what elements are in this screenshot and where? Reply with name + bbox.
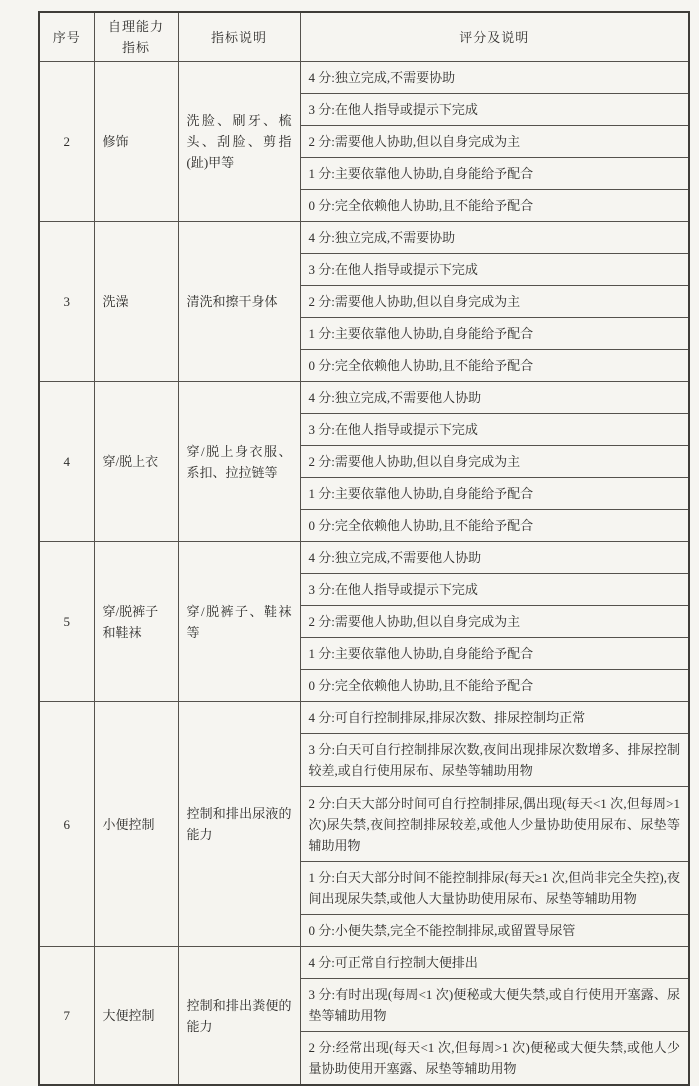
description-cell: 穿/脱裤子、鞋袜等 [178, 542, 300, 702]
score-cell: 1 分:主要依靠他人协助,自身能给予配合 [300, 638, 689, 670]
score-cell: 2 分:经常出现(每天<1 次,但每周>1 次)便秘或大便失禁,或他人少量协助使用开塞露、尿垫等辅助用物 [300, 1032, 689, 1086]
indicator-cell: 穿/脱上衣 [94, 382, 178, 542]
row-id-cell: 4 [39, 382, 94, 542]
indicator-cell: 小便控制 [94, 702, 178, 947]
score-cell: 0 分:完全依赖他人协助,且不能给予配合 [300, 510, 689, 542]
score-cell: 4 分:可正常自行控制大便排出 [300, 947, 689, 979]
score-cell: 0 分:完全依赖他人协助,且不能给予配合 [300, 190, 689, 222]
score-cell: 0 分:完全依赖他人协助,且不能给予配合 [300, 350, 689, 382]
description-cell: 控制和排出粪便的能力 [178, 947, 300, 1086]
table-row [39, 222, 689, 254]
score-cell: 4 分:独立完成,不需要协助 [300, 222, 689, 254]
description-cell: 穿/脱上身衣服、系扣、拉拉链等 [178, 382, 300, 542]
score-cell: 3 分:在他人指导或提示下完成 [300, 94, 689, 126]
score-cell: 3 分:在他人指导或提示下完成 [300, 574, 689, 606]
indicator-cell: 修饰 [94, 62, 178, 222]
score-cell: 2 分:需要他人协助,但以自身完成为主 [300, 286, 689, 318]
row-id-cell: 2 [39, 62, 94, 222]
row-id-cell: 3 [39, 222, 94, 382]
score-cell: 0 分:完全依赖他人协助,且不能给予配合 [300, 670, 689, 702]
score-cell: 4 分:独立完成,不需要他人协助 [300, 382, 689, 414]
score-cell: 4 分:可自行控制排尿,排尿次数、排尿控制均正常 [300, 702, 689, 734]
score-cell: 2 分:白天大部分时间可自行控制排尿,偶出现(每天<1 次,但每周>1 次)尿失禁,夜间控制排尿较差,或他人少量协助使用尿布、尿垫等辅助用物 [300, 787, 689, 862]
row-id-cell: 7 [39, 947, 94, 1086]
self-care-ability-table [38, 11, 690, 1086]
score-cell: 4 分:独立完成,不需要他人协助 [300, 542, 689, 574]
score-cell: 3 分:在他人指导或提示下完成 [300, 254, 689, 286]
table-row [39, 382, 689, 414]
description-cell: 控制和排出尿液的能力 [178, 702, 300, 947]
table-row [39, 62, 689, 94]
score-cell: 2 分:需要他人协助,但以自身完成为主 [300, 446, 689, 478]
score-cell: 1 分:白天大部分时间不能控制排尿(每天≥1 次,但尚非完全失控),夜间出现尿失禁,或他人大量协助使用尿布、尿垫等辅助用物 [300, 862, 689, 915]
score-cell: 2 分:需要他人协助,但以自身完成为主 [300, 606, 689, 638]
score-cell: 3 分:白天可自行控制排尿次数,夜间出现排尿次数增多、排尿控制较差,或自行使用尿布、尿垫等辅助用物 [300, 734, 689, 787]
score-cell: 1 分:主要依靠他人协助,自身能给予配合 [300, 318, 689, 350]
table-row [39, 542, 689, 574]
score-cell: 1 分:主要依靠他人协助,自身能给予配合 [300, 478, 689, 510]
score-cell: 3 分:有时出现(每周<1 次)便秘或大便失禁,或自行使用开塞露、尿垫等辅助用物 [300, 979, 689, 1032]
row-id-cell: 5 [39, 542, 94, 702]
description-cell: 洗脸、刷牙、梳头、刮脸、剪指(趾)甲等 [178, 62, 300, 222]
column-header-serial: 序号 [39, 12, 94, 62]
score-cell: 0 分:小便失禁,完全不能控制排尿,或留置导尿管 [300, 915, 689, 947]
column-header-scoring: 评分及说明 [300, 12, 689, 62]
indicator-cell: 大便控制 [94, 947, 178, 1086]
table-row [39, 702, 689, 734]
score-cell: 1 分:主要依靠他人协助,自身能给予配合 [300, 158, 689, 190]
column-header-description: 指标说明 [178, 12, 300, 62]
row-id-cell: 6 [39, 702, 94, 947]
indicator-cell: 洗澡 [94, 222, 178, 382]
table-row [39, 947, 689, 979]
column-header-indicator: 自理能力指标 [94, 12, 178, 62]
description-cell: 清洗和擦干身体 [178, 222, 300, 382]
score-cell: 2 分:需要他人协助,但以自身完成为主 [300, 126, 689, 158]
header-row [39, 12, 689, 62]
score-cell: 3 分:在他人指导或提示下完成 [300, 414, 689, 446]
indicator-cell: 穿/脱裤子和鞋袜 [94, 542, 178, 702]
score-cell: 4 分:独立完成,不需要协助 [300, 62, 689, 94]
